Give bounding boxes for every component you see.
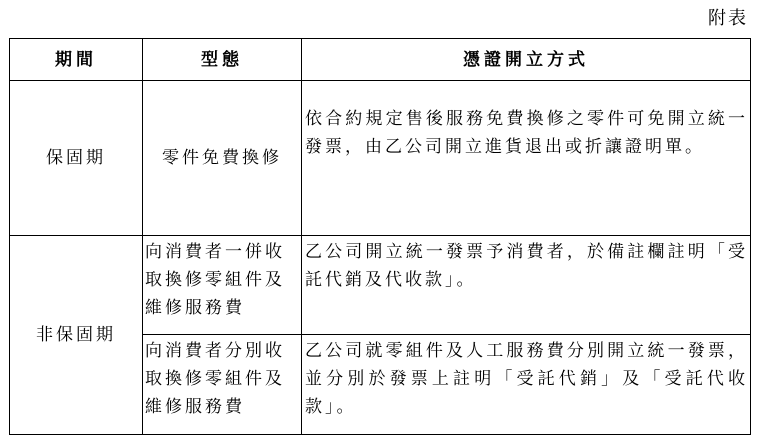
- table-row: [10, 236, 751, 335]
- method-cell-separate-charge: 乙公司就零組件及人工服務費分別開立統一發票，並分別於發票上註明「受託代銷」及「受託代收款」。: [302, 335, 751, 435]
- header-method: 憑證開立方式: [302, 39, 751, 81]
- period-cell-warranty: 保固期: [10, 81, 143, 236]
- invoice-method-table: [9, 38, 751, 435]
- period-cell-non-warranty: 非保固期: [10, 236, 143, 435]
- form-cell-combined-charge: 向消費者一併收取換修零組件及維修服務費: [143, 236, 302, 335]
- header-period: 期間: [10, 39, 143, 81]
- method-cell-free-repair: 依合約規定售後服務免費換修之零件可免開立統一發票，由乙公司開立進貨退出或折讓證明單。: [302, 81, 751, 236]
- table-caption: 附表: [708, 8, 748, 29]
- form-cell-separate-charge: 向消費者分別收取換修零組件及維修服務費: [143, 335, 302, 435]
- table-header-row: [10, 39, 751, 81]
- header-form: 型態: [143, 39, 302, 81]
- method-cell-combined-charge: 乙公司開立統一發票予消費者，於備註欄註明「受託代銷及代收款」。: [302, 236, 751, 335]
- form-cell-free-repair: 零件免費換修: [143, 81, 302, 236]
- table-row: [10, 81, 751, 236]
